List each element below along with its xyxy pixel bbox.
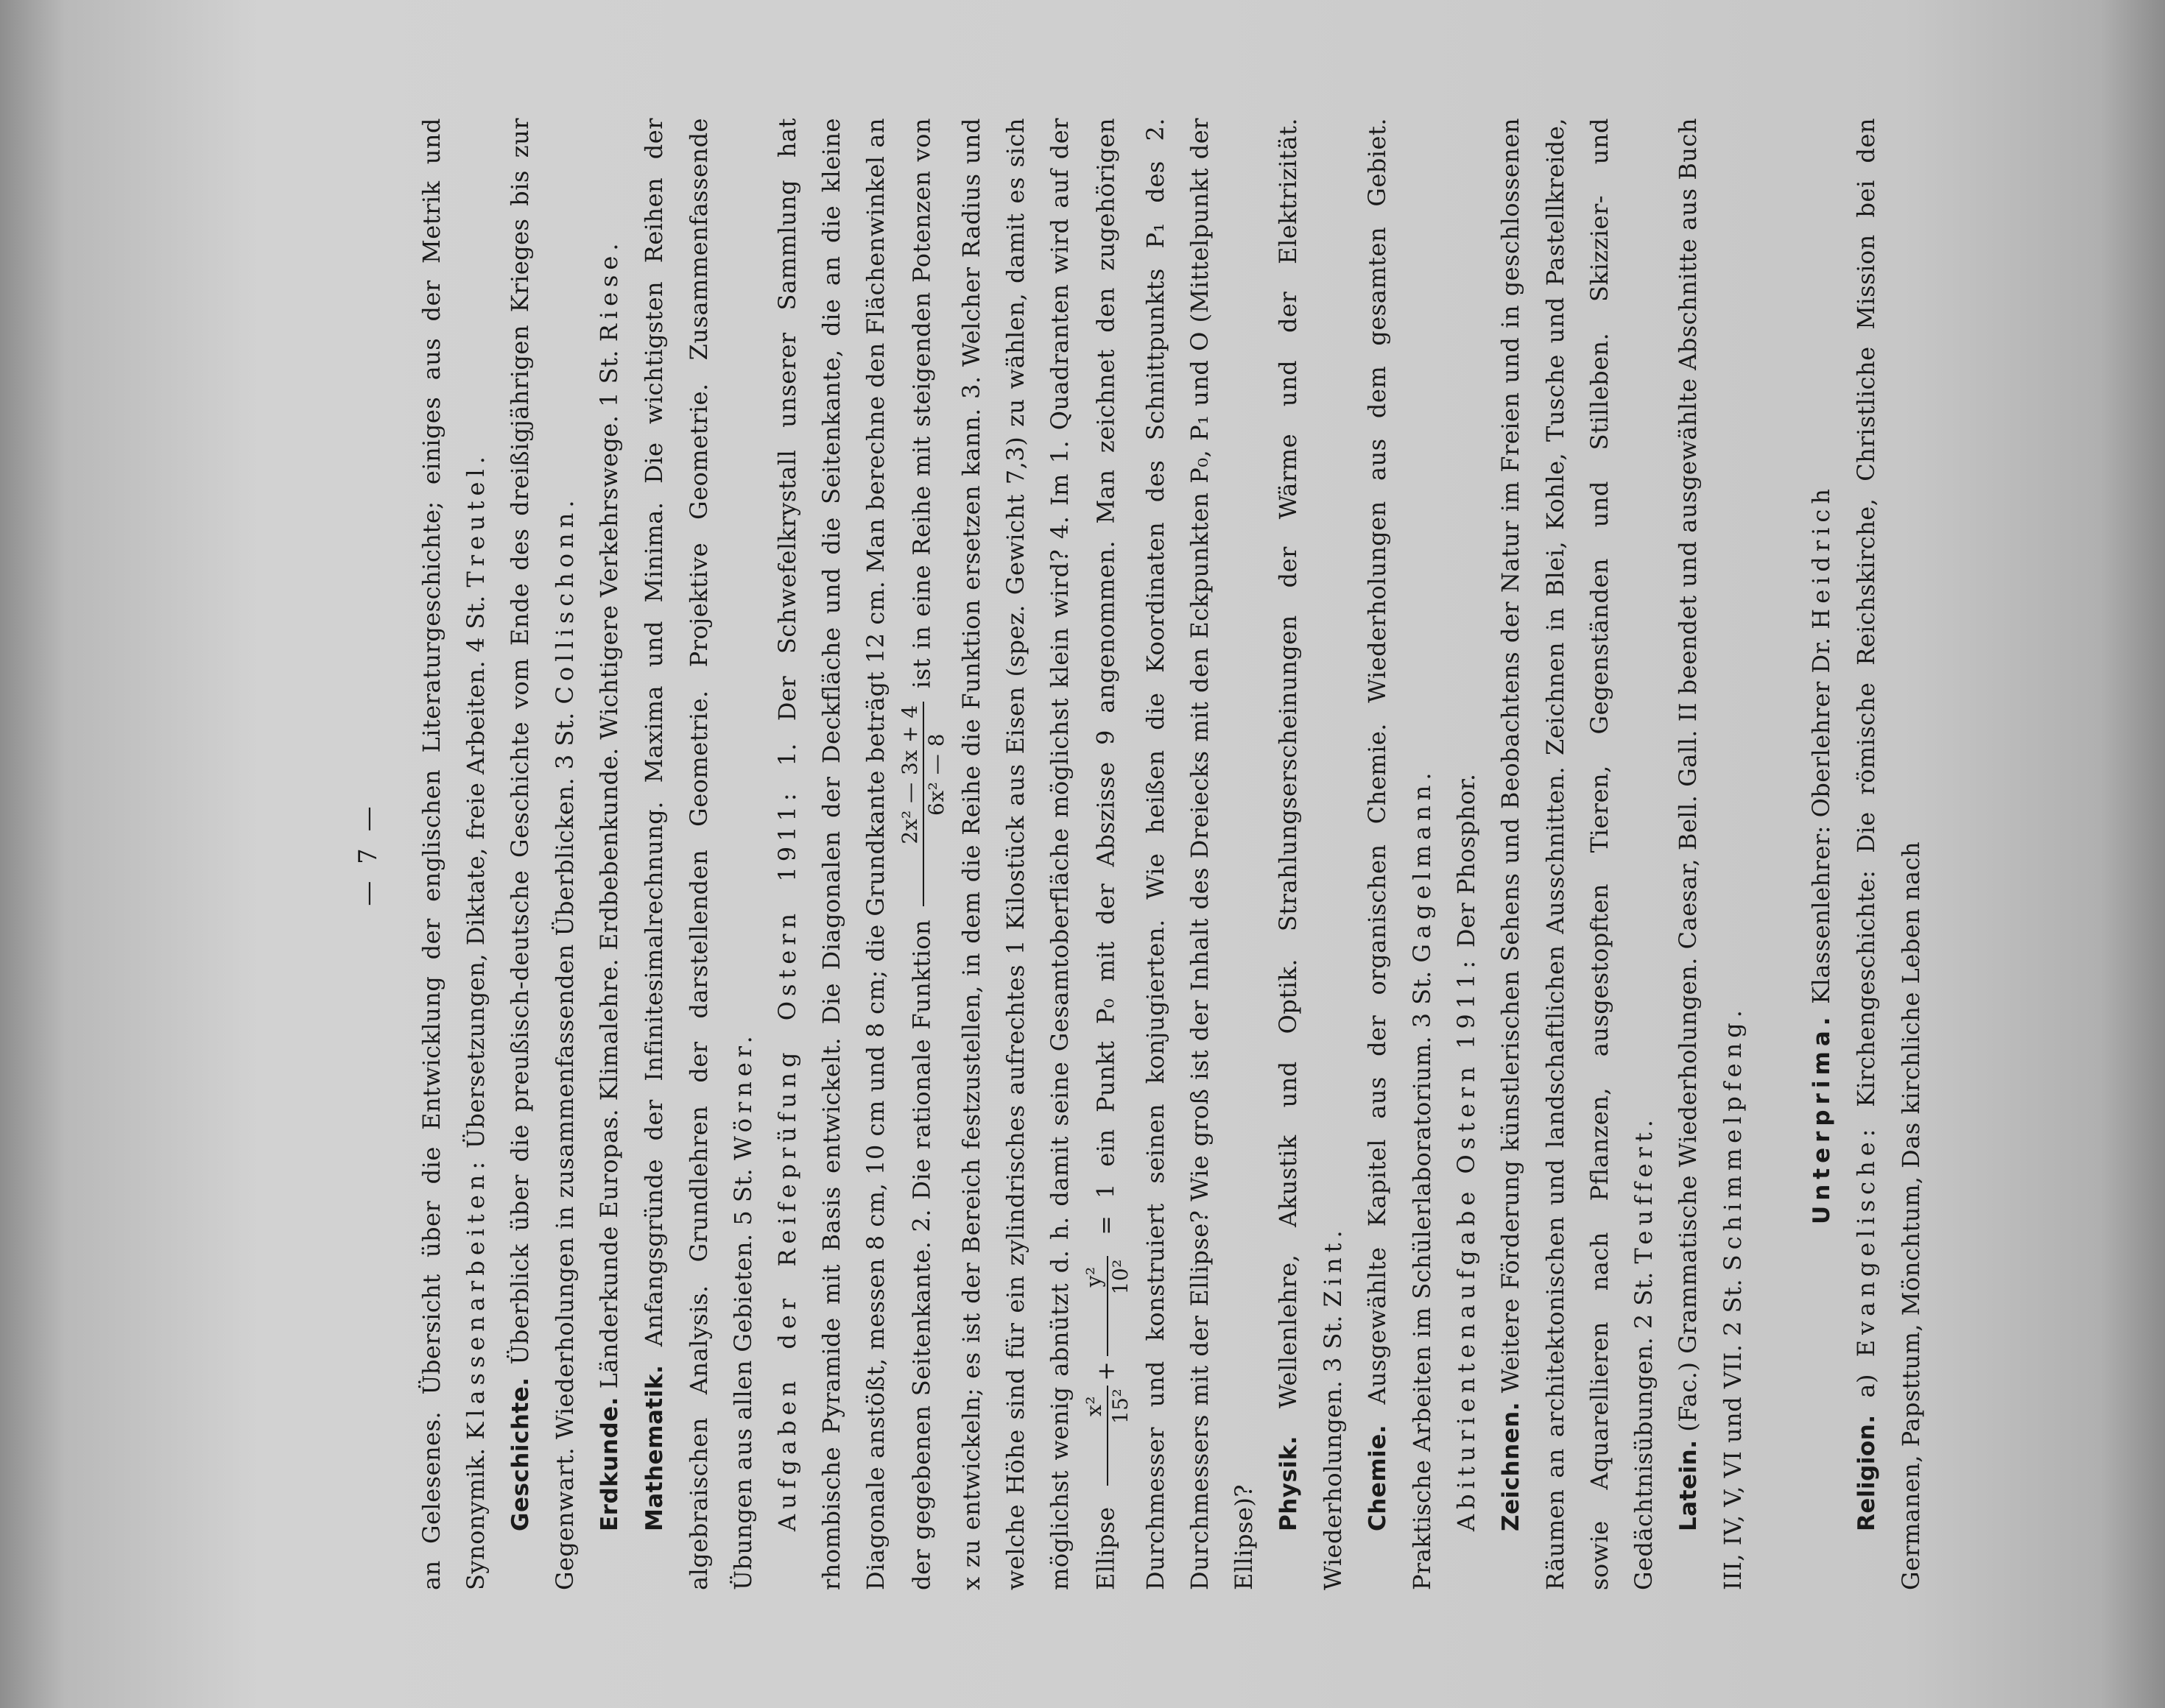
- rational-function-fraction: [898, 702, 949, 906]
- paragraph-mathematik: [632, 118, 765, 1590]
- aufgabe-2-end: ist in eine Reihe mit steigenden Potenzen von x zu entwickeln; es ist der Bereich festzustellen, in dem die Reihe die Funktion ersetzen kann.: [907, 117, 985, 1590]
- aufgabe-4-start: 4. Im 1. Quadranten wird auf der Ellipse: [1046, 117, 1120, 1590]
- section-gap: [1755, 118, 1799, 1590]
- abitur-text: Der Phosphor.: [1452, 773, 1480, 948]
- ellipse-y-fraction: [1082, 1256, 1133, 1356]
- chemie-heading: Chemie.: [1365, 1424, 1391, 1531]
- fraction-numerator: y²: [1082, 1256, 1108, 1356]
- page-number: — 7 —: [353, 802, 383, 906]
- geschichte-heading: Geschichte.: [507, 1377, 534, 1531]
- erdkunde-heading: Erdkunde.: [596, 1397, 623, 1531]
- latein-teacher: Schimmelpfeng.: [1719, 1005, 1747, 1271]
- religion-text: Kirchengeschichte: Die römische Reichskirche, Christliche Mission bei den Germanen, Papsttum, Mönchtum, Das kirchliche Leben nach: [1852, 117, 1925, 1590]
- aufgabe-2-start: 2. Die rationale Funktion: [907, 919, 936, 1232]
- physik-text: Wellenlehre, Akustik und Optik. Strahlungserscheinungen der Wärme und der Elektrizität. Wiederholungen. 3 St.: [1274, 117, 1347, 1590]
- erdkunde-text: Länderkunde Europas. Klimalehre. Erdbebenkunde. Wichtigere Verkehrswege. 1 St.: [595, 349, 623, 1389]
- englisch-text-2: Übersetzungen, Diktate, freie Arbeiten. 4 St.: [462, 595, 490, 1149]
- mathematik-teacher: Wörner.: [729, 1031, 757, 1161]
- paragraph-abitur: [1444, 118, 1488, 1590]
- fraction-numerator: 2x² — 3x + 4: [898, 702, 924, 906]
- geschichte-teacher: Collischonn.: [551, 495, 579, 705]
- unterprima-teacher: Heidrich: [1807, 484, 1835, 629]
- zeichnen-text: Weitere Förderung künstlerischen Sehens und Beobachtens der Natur im Freien und in geschlossenen Räumen an architektonischen und landschaftlichen Ausschnitten. Zeichnen in Blei, Kohle, Tusche und Pastellkreide, sowie Aquarellieren nach Pflanzen, ausgestopften Tieren, Gegenständen und Stilleben. Skizzier- und Gedächtnisübungen. 2 St.: [1496, 117, 1658, 1590]
- ellipse-x-fraction: [1082, 1386, 1133, 1486]
- paragraph-physik: [1266, 118, 1355, 1590]
- paragraph-chemie: [1355, 118, 1444, 1590]
- fraction-numerator: x²: [1082, 1386, 1108, 1486]
- paragraph-religion: [1844, 118, 1933, 1590]
- aufgaben-heading: Aufgaben der Reifeprüfung Ostern 1911:: [773, 788, 801, 1531]
- aufgabe-3: 3. Welcher Radius und welche Höhe sind für ein zylindrisches aufrechtes 1 Kilostück aus Eisen (spez. Gewicht 7,3) zu wählen, damit es sich möglichst wenig abnützt d. h. damit seine Gesamtoberfläche möglichst klein wird?: [957, 117, 1074, 1590]
- englisch-teacher: Treutel.: [462, 451, 490, 587]
- physik-heading: Physik.: [1275, 1436, 1302, 1531]
- paragraph-englisch: [409, 118, 498, 1590]
- latein-heading: Latein.: [1675, 1439, 1702, 1531]
- unterprima-heading-line: [1799, 118, 1844, 1590]
- fraction-denominator: 15²: [1108, 1388, 1133, 1425]
- paragraph-erdkunde: [587, 118, 632, 1590]
- plus-sign: +: [1091, 1361, 1120, 1381]
- fraction-denominator: 6x² — 8: [924, 733, 948, 816]
- latein-text: (Fac.) Grammatische Wiederholungen. Caesar, Bell. Gall. II beendet und ausgewählte Abschnitte aus Buch III, IV, V, VI und VII. 2 St.: [1674, 117, 1747, 1590]
- abitur-heading: Abiturientenaufgabe Ostern 1911:: [1452, 955, 1480, 1531]
- equals-one: = 1: [1091, 1183, 1120, 1235]
- unterprima-text: Klassenlehrer: Oberlehrer Dr.: [1807, 637, 1835, 1004]
- aufgabe-1: 1. Der Schwefelkrystall unserer Sammlung hat rhombische Pyramide mit Basis entwickelt. Die Diagonalen der Deckfläche und die Seitenkante, die an die kleine Diagonale anstößt, messen 8 cm, 10 cm und 8 cm; die Grundkante beträgt 12 cm. Man berechne den Flächenwinkel an der gegebenen Seitenkante.: [773, 118, 936, 1590]
- paragraph-zeichnen: [1488, 118, 1666, 1590]
- mathematik-heading: Mathematik.: [641, 1364, 668, 1531]
- chemie-teacher: Gagelmann.: [1408, 767, 1436, 963]
- englisch-text: an Gelesenes. Übersicht über die Entwicklung der englischen Literaturgeschichte; einiges aus der Metrik und Synonymik.: [418, 118, 490, 1590]
- unterprima-heading: Unterprima.: [1809, 1012, 1835, 1224]
- paragraph-aufgaben: [765, 118, 1266, 1590]
- physik-teacher: Zint.: [1319, 1225, 1347, 1308]
- religion-spaced-label: Evangelische:: [1852, 1123, 1880, 1358]
- paragraph-latein: [1666, 118, 1755, 1590]
- aufgabe-4-end: ein Punkt P₀ mit der Abszisse 9 angenommen. Man zeichnet den zugehörigen Durchmesser und konstruiert seinen konjugierten. Wie heißen die Koordinaten des Schnittpunkts P₁ des 2. Durchmessers mit der Ellipse? Wie groß ist der Inhalt des Dreiecks mit den Eckpunkten P₀, P₁ und O (Mittelpunkt der Ellipse)?: [1091, 117, 1258, 1590]
- mathematik-text: Anfangsgründe der Infinitesimalrechnung. Maxima und Minima. Die wichtigsten Reihen der algebraischen Analysis. Grundlehren der darstellenden Geometrie. Projektive Geometrie. Zusammenfassende Übungen aus allen Gebieten. 5 St.: [640, 117, 757, 1590]
- religion-a: a): [1852, 1374, 1880, 1398]
- zeichnen-heading: Zeichnen.: [1498, 1401, 1524, 1531]
- fraction-denominator: 10²: [1108, 1259, 1133, 1295]
- geschichte-text: Überblick über die preußisch-deutsche Geschichte vom Ende des dreißigjährigen Krieges bis zur Gegenwart. Wiederholungen in zusammenfassenden Überblicken. 3 St.: [506, 117, 579, 1590]
- document-page: [346, 118, 2165, 1590]
- paragraph-geschichte: [498, 118, 587, 1590]
- zeichnen-teacher: Teuffert.: [1630, 1115, 1658, 1264]
- erdkunde-teacher: Riese.: [595, 238, 623, 342]
- englisch-spaced-label: Klassenarbeiten:: [462, 1156, 490, 1440]
- chemie-text: Ausgewählte Kapitel aus der organischen Chemie. Wiederholungen aus dem gesamten Gebiet. Praktische Arbeiten im Schülerlaboratorium. 3 St.: [1363, 117, 1436, 1590]
- religion-heading: Religion.: [1854, 1414, 1880, 1531]
